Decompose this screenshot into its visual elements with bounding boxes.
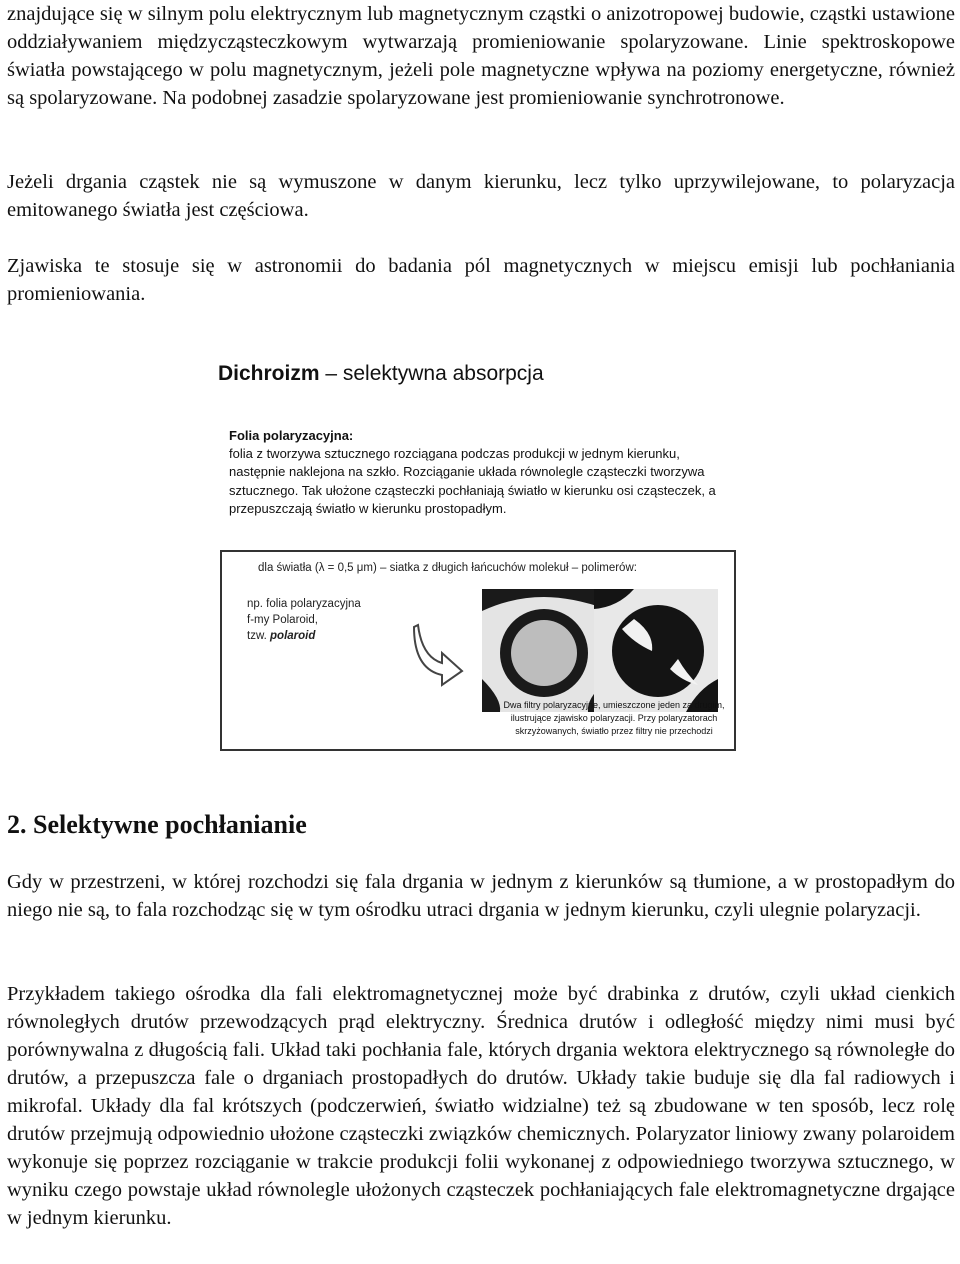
paragraph-selective-absorption: Gdy w przestrzeni, w której rozchodzi się fala drgania w jednym z kierunków są tłumione, a w prostopadłym do niego nie są, to fala rozchodząc się w tym ośrodku utraci drgania w jednym kierunku, czyli ulegnie polaryzacji.: [7, 871, 955, 921]
figure-description: [229, 427, 719, 518]
arrow-icon: [412, 617, 468, 687]
figure-illustration-box: [220, 550, 736, 751]
figure-title-bold: Dichroizm: [218, 362, 320, 385]
example-line-3-prefix: tzw.: [247, 630, 271, 642]
paragraph-intro: znajdujące się w silnym polu elektrycznym lub magnetycznym cząstki o anizotropowej budowie, cząstki ustawione oddziaływaniem międzycząsteczkowym wytwarzają promieniowanie spolaryzowane. Linie spektroskopowe światła powstającego w polu magnetycznym, jeżeli pole magnetyczne wpływa na poziomy energetyczne, również są spolaryzowane. Na podobnej zasadzie spolaryzowane jest promieniowanie synchrotronowe.: [7, 3, 955, 109]
figure-title: [218, 360, 544, 388]
figure-title-rest: – selektywna absorpcja: [319, 362, 544, 385]
example-line-3: [247, 628, 361, 644]
polarizer-photo-crossed: [594, 589, 718, 712]
figure-caption-top: dla światła (λ = 0,5 μm) – siatka z długich łańcuchów molekuł – polimerów:: [258, 562, 637, 574]
paragraph-partial-polarization: Jeżeli drgania cząstek nie są wymuszone w danym kierunku, lecz tylko uprzywilejowane, to polaryzacja emitowanego światła jest częściowa.: [7, 171, 955, 221]
section-heading: 2. Selektywne pochłanianie: [7, 810, 307, 839]
figure-note: Dwa filtry polaryzacyjne, umieszczone jeden za drugim, ilustrujące zjawisko polaryzacji. Przy polaryzatorach skrzyżowanych, światło przez filtry nie przechodzi: [503, 700, 725, 736]
figure-description-heading: Folia polaryzacyjna:: [229, 428, 354, 443]
polarizer-photo-parallel: [482, 589, 606, 712]
figure-example-text: [247, 596, 361, 644]
paragraph-astronomy: Zjawiska te stosuje się w astronomii do badania pól magnetycznych w miejscu emisji lub pochłaniania promieniowania.: [7, 255, 955, 305]
example-line-3-italic: polaroid: [270, 630, 316, 642]
paragraph-wire-grid-example: Przykładem takiego ośrodka dla fali elektromagnetycznej może być drabinka z drutów, czyli układ cienkich równoległych drutów przewodzących prąd elektryczny. Średnica drutów i odległość między nimi musi być porównywalna z długością fali. Układ taki pochłania fale, których drgania wektora elektrycznego są równoległe do drutów, a przepuszcza fale o drganiach prostopadłych do drutów. Układy takie buduje się dla fal radiowych i mikrofal. Układy dla fal krótszych (podczerwień, światło widzialne) też są zbudowane w ten sposób, lecz rolę drutów przejmują odpowiednio ułożone cząsteczki związków chemicznych. Polaryzator liniowy zwany polaroidem wykonuje się poprzez rozciąganie w trakcie produkcji folii wykonanej z odpowiedniego tworzywa sztucznego, w wyniku czego powstaje układ równolegle ułożonych cząsteczek pochłaniających fale elektromagnetyczne drgające w jednym kierunku.: [7, 983, 955, 1229]
example-line-2: f-my Polaroid,: [247, 614, 318, 626]
example-line-1: np. folia polaryzacyjna: [247, 598, 361, 610]
figure-description-text: folia z tworzywa sztucznego rozciągana podczas produkcji w jednym kierunku, następnie naklejona na szkło. Rozciąganie układa równolegle cząsteczki tworzywa sztucznego. Tak ułożone cząsteczki pochłaniają światło w kierunku osi cząsteczek, a przepuszczają światło w kierunku prostopadłym.: [229, 446, 716, 516]
